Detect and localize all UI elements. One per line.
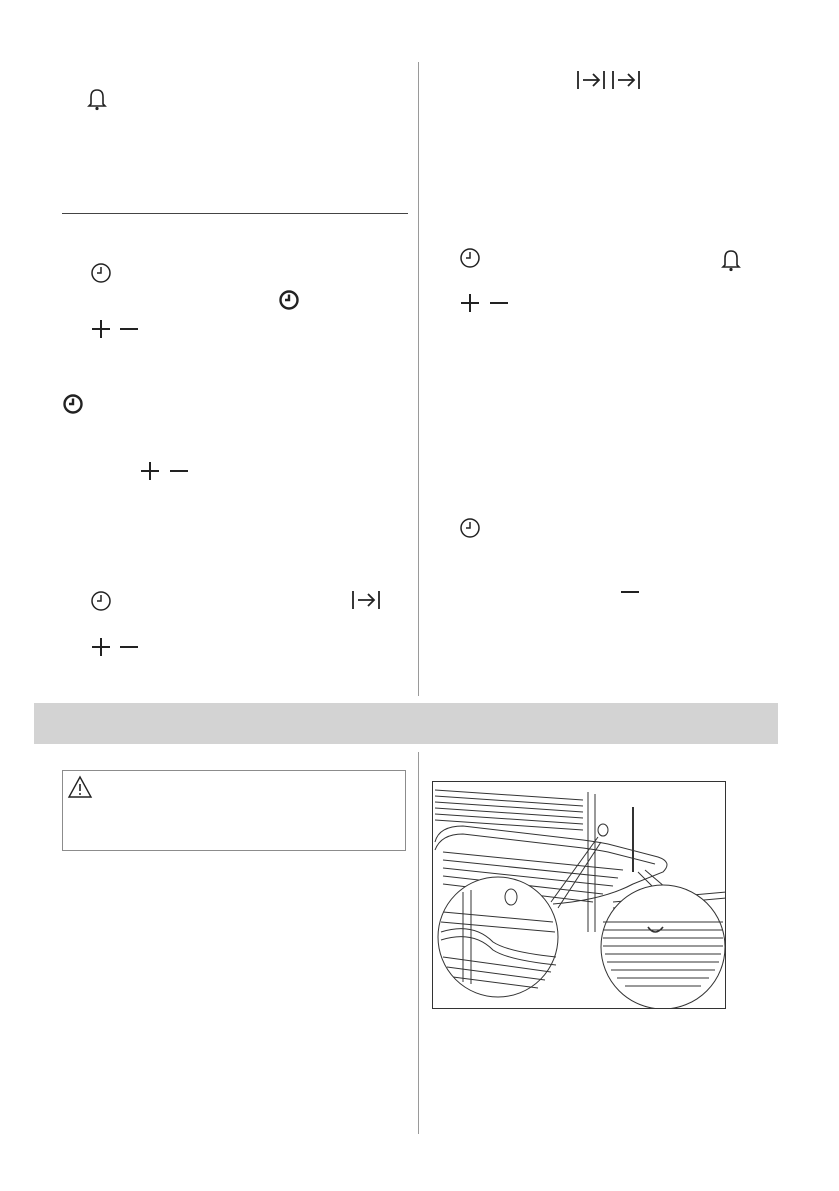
clock-icon bbox=[90, 262, 112, 284]
clock-icon bbox=[62, 393, 84, 415]
column-divider bbox=[418, 62, 419, 696]
plus-icon bbox=[90, 318, 112, 340]
minus-icon bbox=[619, 581, 641, 603]
shelf-support-illustration bbox=[432, 781, 726, 1009]
section-divider bbox=[62, 213, 408, 214]
clock-icon bbox=[459, 247, 481, 269]
warning-triangle-icon bbox=[67, 775, 93, 799]
plus-icon bbox=[139, 460, 161, 482]
end-time-icon bbox=[351, 589, 381, 611]
section-heading-band bbox=[34, 703, 778, 744]
plus-icon bbox=[459, 292, 481, 314]
plus-icon bbox=[90, 636, 112, 658]
end-time-icon bbox=[576, 69, 606, 91]
minus-icon bbox=[118, 636, 140, 658]
warning-box bbox=[62, 770, 406, 851]
clock-icon bbox=[459, 517, 481, 539]
minus-icon bbox=[118, 318, 140, 340]
minus-icon bbox=[168, 460, 190, 482]
clock-icon bbox=[278, 289, 300, 311]
minus-icon bbox=[488, 292, 510, 314]
bell-icon bbox=[721, 248, 741, 272]
bell-icon bbox=[87, 87, 107, 111]
end-time-icon bbox=[611, 69, 641, 91]
column-divider bbox=[418, 752, 419, 1134]
clock-icon bbox=[90, 590, 112, 612]
